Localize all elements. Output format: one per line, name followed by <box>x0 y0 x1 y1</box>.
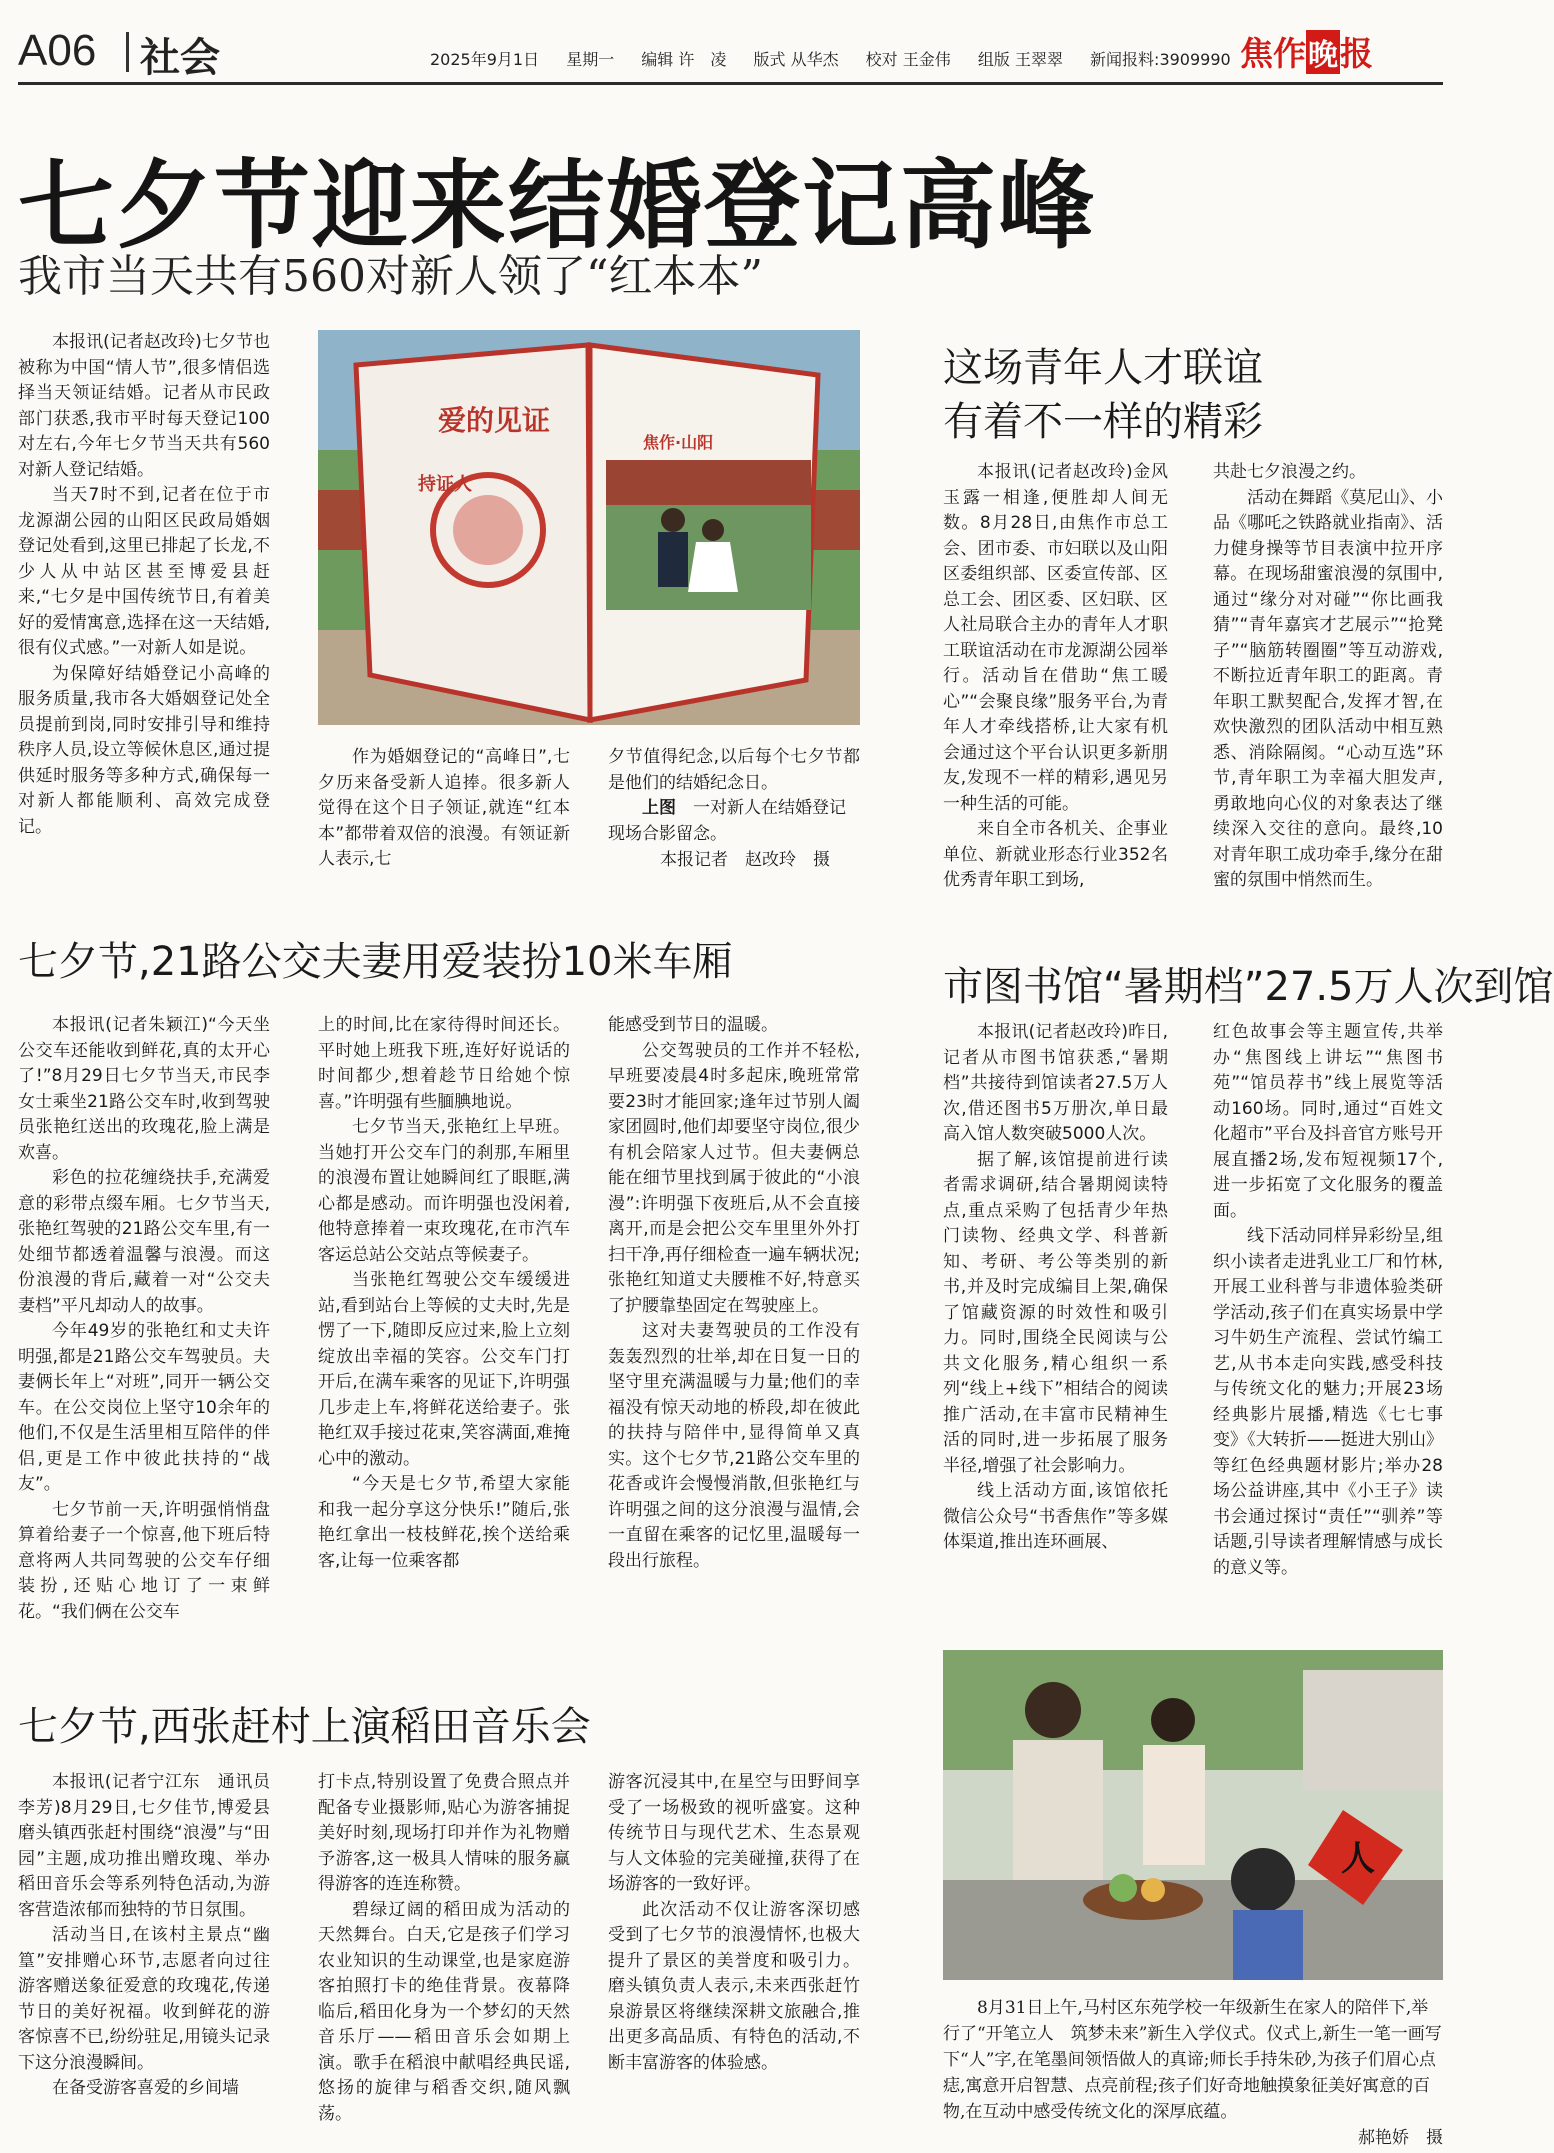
photo-sign-title: 爱的见证 <box>438 404 551 437</box>
paragraph: 游客沉浸其中,在星空与田野间享受了一场极致的视听盛宴。这种传统节日与现代艺术、生态景观与人文体验的完美碰撞,获得了在场游客的一致好评。 <box>608 1772 860 1894</box>
lead-photo-caption <box>608 795 860 873</box>
paragraph: 彩色的拉花缠绕扶手,充满爱意的彩带点缀车厢。七夕节当天,张艳红驾驶的21路公交车里,有一处细节都透着温馨与浪漫。而这份浪漫的背后,藏着一对“公交夫妻档”平凡却动人的故事。 <box>18 1168 270 1316</box>
paragraph: 此次活动不仅让游客深切感受到了七夕节的浪漫情怀,也极大提升了景区的美誉度和吸引力。磨头镇负责人表示,未来西张赶竹泉游景区将继续深耕文旅融合,推出更多高品质、有特色的活动,不断丰富游客的体验感。 <box>608 1899 860 2073</box>
caption-credit: 郝艳娇 摄 <box>1358 2128 1443 2148</box>
paragraph: 本报讯(记者赵改玲)金风玉露一相逢,便胜却人间无数。8月28日,由焦作市总工会、团市委、市妇联以及山阳区委组织部、区委宣传部、区总工会、团区委、区妇联、区人社局联合主办的青年人才职工联谊活动在市龙源湖公园举行。活动旨在借助“焦工暖心”“会聚良缘”服务平台,为青年人才牵线搭桥,让大家有机会通过这个平台认识更多新朋友,发现不一样的精彩,遇见另一种生活的可能。 <box>943 462 1168 814</box>
paragraph: 为保障好结婚登记小高峰的服务质量,我市各大婚姻登记处全员提前到岗,同时安排引导和维持秩序人员,设立等候休息区,通过提供延时服务等多种方式,确保每一对新人都能顺利、高效完成登记。 <box>18 663 270 837</box>
issue-date: 2025年9月1日 <box>430 50 540 69</box>
paragraph: 本报讯(记者赵改玲)昨日,记者从市图书馆获悉,“暑期档”共接待到馆读者27.5万人次,借还图书5万册次,单日最高入馆人数突破5000人次。 <box>943 1022 1168 1144</box>
lead-column-2 <box>318 745 570 873</box>
youth-headline-line2: 有着不一样的精彩 <box>943 399 1263 445</box>
proof-credit: 校对 王金伟 <box>865 50 951 69</box>
lead-column-3 <box>608 745 860 796</box>
bus-column-2 <box>318 1013 570 1574</box>
caption-label: 上图 <box>642 798 676 818</box>
rice-column-2 <box>318 1770 570 2127</box>
paragraph: 共赴七夕浪漫之约。 <box>1213 462 1366 482</box>
rice-headline: 七夕节,西张赶村上演稻田音乐会 <box>18 1704 591 1750</box>
paragraph: “今天是七夕节,希望大家能和我一起分享这分快乐!”随后,张艳红拿出一枝枝鲜花,挨个送给乘客,让每一位乘客都 <box>318 1474 570 1571</box>
paragraph: 来自全市各机关、企事业单位、新就业形态行业352名优秀青年职工到场, <box>943 819 1168 890</box>
youth-headline-line1: 这场青年人才联谊 <box>943 345 1263 391</box>
bus-headline: 七夕节,21路公交夫妻用爱装扮10米车厢 <box>18 939 733 985</box>
paragraph: 据了解,该馆提前进行读者需求调研,结合暑期阅读特点,重点采购了包括青少年热门读物、经典文学、科普新知、考研、考公等类别的新书,并及时完成编目上架,确保了馆藏资源的时效性和吸引力。同时,围绕全民阅读与公共文化服务,精心组织一系列“线上+线下”相结合的阅读推广活动,在丰富市民精神生活的同时,进一步拓展了服务半径,增强了社会影响力。 <box>943 1149 1168 1476</box>
editor-credit: 编辑 许 凌 <box>641 50 727 69</box>
paragraph: 七夕节前一天,许明强悄悄盘算着给妻子一个惊喜,他下班后特意将两人共同驾驶的公交车仔细装扮,还贴心地订了一束鲜花。“我们俩在公交车 <box>18 1499 270 1622</box>
library-headline: 市图书馆“暑期档”27.5万人次到馆 <box>943 964 1554 1010</box>
bus-column-1 <box>18 1013 270 1625</box>
paragraph: 当张艳红驾驶公交车缓缓进站,看到站台上等候的丈夫时,先是愣了一下,随即反应过来,脸上立刻绽放出幸福的笑容。公交车门打开后,在满车乘客的见证下,许明强几步走上车,将鲜花送给妻子。张艳红双手接过花束,笑容满面,难掩心中的激动。 <box>318 1270 570 1469</box>
paragraph: 公交驾驶员的工作并不轻松,早班要凌晨4时多起床,晚班常常要23时才能回家;逢年过节别人阖家团圆时,他们却要坚守岗位,很少有机会陪家人过节。但夫妻俩总能在细节里找到属于彼此的“小浪漫”:许明强下夜班后,从不会直接离开,而是会把公交车里里外外打扫干净,再仔细检查一遍车辆状况;张艳红知道丈夫腰椎不好,特意买了护腰靠垫固定在驾驶座上。 <box>608 1040 860 1316</box>
paragraph: 碧绿辽阔的稻田成为活动的天然舞台。白天,它是孩子们学习农业知识的生动课堂,也是家庭游客拍照打卡的绝佳背景。夜幕降临后,稻田化身为一个梦幻的天然音乐厅——稻田音乐会如期上演。歌手在稻浪中献唱经典民谣,悠扬的旋律与稻香交织,随风飘荡。 <box>318 1899 570 2124</box>
youth-column-2 <box>1213 460 1443 894</box>
compose-credit: 组版 王翠翠 <box>977 50 1063 69</box>
layout-credit: 版式 从华杰 <box>753 50 839 69</box>
photo-sign-place: 焦作·山阳 <box>643 433 714 452</box>
bus-column-3 <box>608 1013 860 1574</box>
rice-column-3 <box>608 1770 860 2076</box>
paragraph: 线上活动方面,该馆依托微信公众号“书香焦作”等多媒体渠道,推出连环画展、 <box>943 1481 1168 1552</box>
caption-text: 8月31日上午,马村区东苑学校一年级新生在家人的陪伴下,举行了“开笔立人 筑梦未来”新生入学仪式。仪式上,新生一笔一画写下“人”字,在笔墨间领悟做人的真谛;师长手持朱砂,为孩子们眉心点痣,寓意开启智慧、点亮前程;孩子们好奇地触摸象征美好寓意的百物,在互动中感受传统文化的深厚底蕴。 <box>943 1998 1442 2122</box>
paragraph: 这对夫妻驾驶员的工作没有轰轰烈烈的壮举,却在日复一日的坚守里充满温暖与力量;他们的幸福没有惊天动地的桥段,却在彼此的扶持与陪伴中,显得简单又真实。这个七夕节,21路公交车里的花香或许会慢慢消散,但张艳红与许明强之间的这分浪漫与温情,会一直留在乘客的记忆里,温暖每一段出行旅程。 <box>608 1321 860 1571</box>
wedding-photo-illustration <box>318 330 860 725</box>
lead-headline: 七夕节迎来结婚登记高峰 <box>18 150 1096 262</box>
news-hotline: 新闻报料:3909990 <box>1090 50 1231 69</box>
paragraph: 夕节值得纪念,以后每个七夕节都是他们的结婚纪念日。 <box>608 747 860 793</box>
rice-column-1 <box>18 1770 270 2102</box>
header-meta <box>430 47 1253 70</box>
paragraph: 本报讯(记者宁江东 通讯员李芳)8月29日,七夕佳节,博爱县磨头镇西张赶村围绕“浪漫”与“田园”主题,成功推出赠玫瑰、举办稻田音乐会等系列特色活动,为游客营造浓郁而独特的节日氛围。 <box>18 1772 270 1920</box>
youth-column-1 <box>943 460 1168 894</box>
paragraph: 活动当日,在该村主景点“幽篁”安排赠心环节,志愿者向过往游客赠送象征爱意的玫瑰花,传递节日的美好祝福。收到鲜花的游客惊喜不已,纷纷驻足,用镜头记录下这分浪漫瞬间。 <box>18 1925 270 2073</box>
paragraph: 能感受到节日的温暖。 <box>608 1015 778 1035</box>
school-ceremony-photo <box>943 1650 1443 1980</box>
paragraph: 在备受游客喜爱的乡间墙 <box>52 2078 239 2098</box>
paragraph: 本报讯(记者赵改玲)七夕节也被称为中国“情人节”,很多情侣选择当天领证结婚。记者从市民政部门获悉,我市平时每天登记100对左右,今年七夕节当天共有560对新人登记结婚。 <box>18 332 270 480</box>
header-rule <box>18 82 1443 85</box>
newspaper-logo: 焦作晚报 <box>1240 28 1373 75</box>
section-name: 社会 <box>140 35 220 81</box>
page-number: A06 <box>18 26 97 75</box>
paragraph: 当天7时不到,记者在位于市龙源湖公园的山阳区民政局婚姻登记处看到,这里已排起了长龙,不少人从中站区甚至博爱县赶来,“七夕是中国传统节日,有着美好的爱情寓意,选择在这一天结婚,很有仪式感。”一对新人如是说。 <box>18 485 270 658</box>
library-column-1 <box>943 1020 1168 1556</box>
paragraph: 红色故事会等主题宣传,共举办“焦图线上讲坛”“焦图书苑”“馆员荐书”线上展览等活动160场。同时,通过“百姓文化超市”平台及抖音官方账号开展直播2场,发布短视频17个,进一步拓宽了文化服务的覆盖面。 <box>1213 1022 1443 1221</box>
issue-weekday: 星期一 <box>566 50 615 69</box>
paragraph: 线下活动同样异彩纷呈,组织小读者走进乳业工厂和竹林,开展工业科普与非遗体验类研学活动,孩子们在真实场景中学习牛奶生产流程、尝试竹编工艺,从书本走向实践,感受科技与传统文化的魅力;开展23场经典影片展播,精选《七七事变》《大转折——挺进大别山》等红色经典题材影片;举办28场公益讲座,其中《小王子》读书会通过探讨“责任”“驯养”等话题,引导读者理解情感与成长的意义等。 <box>1213 1226 1443 1578</box>
paragraph: 今年49岁的张艳红和丈夫许明强,都是21路公交车驾驶员。夫妻俩长年上“对班”,同开一辆公交车。在公交岗位上坚守10余年的他们,不仅是生活里相互陪伴的伴侣,更是工作中彼此扶持的“战友”。 <box>18 1321 270 1494</box>
paragraph: 本报讯(记者朱颖江)“今天坐公交车还能收到鲜花,真的太开心了!”8月29日七夕节当天,市民李女士乘坐21路公交车时,收到驾驶员张艳红送出的玫瑰花,脸上满是欢喜。 <box>18 1015 270 1163</box>
caption-text: 一对新人在结婚登记现场合影留念。 <box>608 798 846 844</box>
paragraph: 打卡点,特别设置了免费合照点并配备专业摄影师,贴心为游客捕捉美好时刻,现场打印并作为礼物赠予游客,这一极具人情味的服务赢得游客的连连称赞。 <box>318 1772 570 1894</box>
caption-credit: 本报记者 赵改玲 摄 <box>660 850 830 870</box>
school-photo-caption <box>943 1995 1443 2151</box>
lead-column-1 <box>18 330 270 840</box>
library-column-2 <box>1213 1020 1443 1581</box>
paragraph: 七夕节当天,张艳红上早班。当她打开公交车门的刹那,车厢里的浪漫布置让她瞬间红了眼眶,满心都是感动。而许明强也没闲着,他特意捧着一束玫瑰花,在市汽车客运总站公交站点等候妻子。 <box>318 1117 570 1265</box>
school-photo-illustration <box>943 1650 1443 1980</box>
photo-character-sign: 人 <box>1341 1839 1375 1879</box>
paragraph: 活动在舞蹈《莫尼山》、小品《哪吒之铁路就业指南》、活力健身操等节目表演中拉开序幕。在现场甜蜜浪漫的氛围中,通过“缘分对对碰”“你比画我猜”“青年嘉宾才艺展示”“抢凳子”“脑筋转圈圈”等互动游戏,不断拉近青年职工的距离。青年职工默契配合,发挥才智,在欢快激烈的团队活动中相互熟悉、消除隔阂。“心动互选”环节,青年职工为幸福大胆发声,勇敢地向心仪的对象表达了继续深入交往的意向。最终,10对青年职工成功牵手,缘分在甜蜜的氛围中悄然而生。 <box>1213 487 1443 890</box>
wedding-photo <box>318 330 860 725</box>
photo-sign-holder: 持证人 <box>418 474 472 495</box>
paragraph: 上的时间,比在家待得时间还长。平时她上班我下班,连好好说话的时间都少,想着趁节日给她个惊喜。”许明强有些腼腆地说。 <box>318 1015 570 1112</box>
lead-subheadline: 我市当天共有560对新人领了“红本本” <box>18 251 763 302</box>
paragraph: 作为婚姻登记的“高峰日”,七夕历来备受新人追捧。很多新人觉得在这个日子领证,就连“红本本”都带着双倍的浪漫。有领证新人表示,七 <box>318 747 570 869</box>
header-divider <box>126 32 129 72</box>
